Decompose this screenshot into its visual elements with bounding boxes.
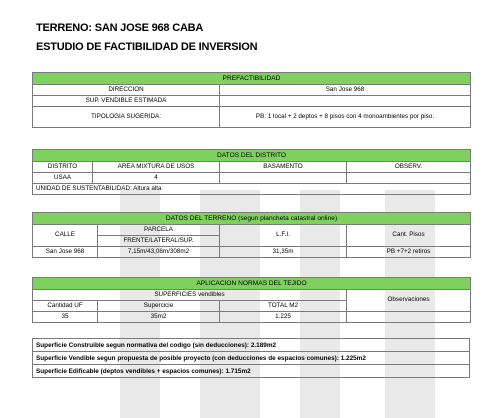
tipologia-value: PB: 1 local + 2 deptos + 8 pisos con 4 monoambientes por piso. <box>220 107 471 128</box>
direccion-value: San Jose 968 <box>220 85 471 96</box>
observ-value <box>347 173 471 184</box>
total-value: 1.225 <box>220 312 347 323</box>
distrito-col-distrito: DISTRITO <box>33 162 93 173</box>
distrito-col-area: AREA MIXTURA DE USOS <box>93 162 220 173</box>
unidad-sustentabilidad <box>33 184 471 195</box>
sup-vendible-label: SUP. VENDIBLE ESTIMADA <box>33 96 220 107</box>
summary-table <box>32 338 470 378</box>
superficies-label: SUPERFICIES vendibles <box>33 290 347 301</box>
aplicacion-table <box>32 277 471 323</box>
calle-value: San Jose 968 <box>33 247 98 258</box>
terreno-col-calle: CALLE <box>33 225 98 247</box>
sup-vendible-value <box>220 96 471 107</box>
terreno-header: DATOS DEL TERRENO (segun plancheta catastral online) <box>33 213 471 225</box>
distrito-table <box>32 149 471 195</box>
col-total-m2: TOTAL M2 <box>220 301 347 312</box>
tipologia-label: TIPOLOGIA SUGERIDA: <box>33 107 220 128</box>
observaciones-label: Observaciones <box>347 290 471 312</box>
cantidad-value: 35 <box>33 312 98 323</box>
distrito-value: USAA <box>33 173 93 184</box>
document-subtitle: ESTUDIO DE FACTIBILIDAD DE INVERSION <box>36 41 258 53</box>
col-cantidad-uf: Cantidad UF <box>33 301 98 312</box>
terreno-col-parcela: PARCELA <box>98 225 220 236</box>
summary-construible: Superficie Construible segun normativa del codigo (sin deducciones): 2.189m2 <box>33 339 470 352</box>
distrito-col-basamento: BASAMENTO <box>220 162 347 173</box>
observaciones-value <box>347 312 471 323</box>
unidad-label: UNIDAD DE SUSTENTABILIDAD: <box>36 184 132 192</box>
terreno-table <box>32 212 471 258</box>
distrito-col-observ: OBSERV. <box>347 162 471 173</box>
basamento-value <box>220 173 347 184</box>
col-supercicie: Supercicie <box>98 301 220 312</box>
prefactibilidad-table <box>32 72 471 128</box>
pisos-value: PB +7+2 retiros <box>347 247 471 258</box>
terreno-col-pisos: Cant. Pisos <box>347 225 471 247</box>
area-value: 4 <box>93 173 220 184</box>
direccion-label: DIRECCION <box>33 85 220 96</box>
prefactibilidad-header: PREFACTIBILIDAD <box>33 73 471 85</box>
summary-edificable: Superficie Edificable (deptos vendibles + espacios comunes): 1.715m2 <box>33 365 470 378</box>
unidad-value: Altura alta <box>133 184 162 192</box>
aplicacion-header: APLICACION NORMAS DEL TEJIDO <box>33 278 471 290</box>
terreno-col-frente: FRENTE/LATERAL/SUP. <box>98 236 220 247</box>
terreno-col-lfi: L.F.I. <box>220 225 347 247</box>
distrito-header: DATOS DEL DISTRITO <box>33 150 471 162</box>
summary-vendible: Superficie Vendible segun propuesta de posible proyecto (con deducciones de espacios comunes): 1.225m2 <box>33 352 470 365</box>
lfi-value: 31,35m <box>220 247 347 258</box>
document-title: TERRENO: SAN JOSE 968 CABA <box>36 22 204 34</box>
frente-value: 7,15m/43,08m/308m2 <box>98 247 220 258</box>
supercicie-value: 35m2 <box>98 312 220 323</box>
